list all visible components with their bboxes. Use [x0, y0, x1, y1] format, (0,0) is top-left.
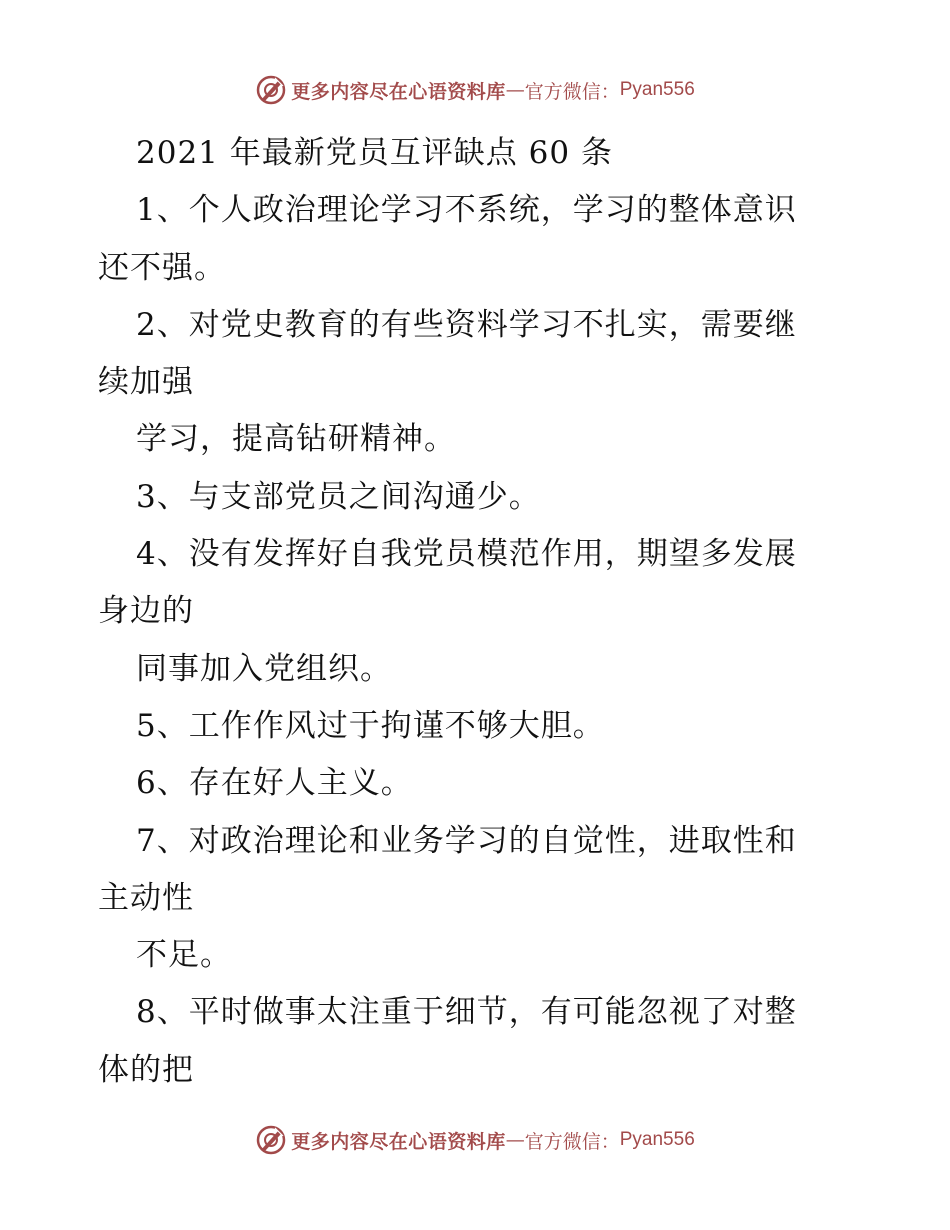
text-line: 8、平时做事太注重于细节，有可能忽视了对整: [136, 994, 797, 1031]
document-title: 2021 年最新党员互评缺点 60 条: [136, 135, 613, 171]
document-body: [98, 125, 838, 1099]
watermark-promo-text: 更多内容尽在心语资料库: [291, 1130, 506, 1153]
text-line: 身边的: [98, 593, 194, 630]
text-line: 4、没有发挥好自我党员模范作用，期望多发展: [136, 536, 797, 573]
text-line: 不足。: [136, 937, 232, 974]
text-line: 6、存在好人主义。: [136, 765, 413, 802]
text-line: 主动性: [98, 879, 194, 916]
text-line: 同事加入党组织。: [136, 650, 392, 687]
footer-watermark: [0, 1122, 950, 1158]
watermark-wechat-id: Pyan556: [619, 79, 695, 100]
text-line: 还不强。: [98, 249, 226, 286]
text-line: 7、对政治理论和业务学习的自觉性，进取性和: [136, 822, 797, 859]
text-line: 续加强: [98, 364, 194, 401]
watermark-wechat-label: 官方微信：: [524, 1130, 620, 1153]
header-watermark: [0, 72, 950, 108]
text-line: 1、个人政治理论学习不系统，学习的整体意识: [136, 192, 797, 229]
quill-logo-icon: [255, 1124, 287, 1156]
text-line: 2、对党史教育的有些资料学习不扎实，需要继: [136, 306, 797, 343]
watermark-wechat-id: Pyan556: [619, 1129, 695, 1150]
watermark-dash: —: [505, 1129, 525, 1151]
watermark-promo-text: 更多内容尽在心语资料库: [291, 80, 506, 103]
text-line: 5、工作作风过于拘谨不够大胆。: [136, 707, 605, 744]
watermark-wechat-label: 官方微信：: [524, 80, 620, 103]
text-line: 3、与支部党员之间沟通少。: [136, 478, 541, 515]
text-line: 学习，提高钻研精神。: [136, 421, 456, 458]
watermark-dash: —: [505, 79, 525, 101]
quill-logo-icon: [255, 74, 287, 106]
text-line: 体的把: [98, 1051, 194, 1088]
